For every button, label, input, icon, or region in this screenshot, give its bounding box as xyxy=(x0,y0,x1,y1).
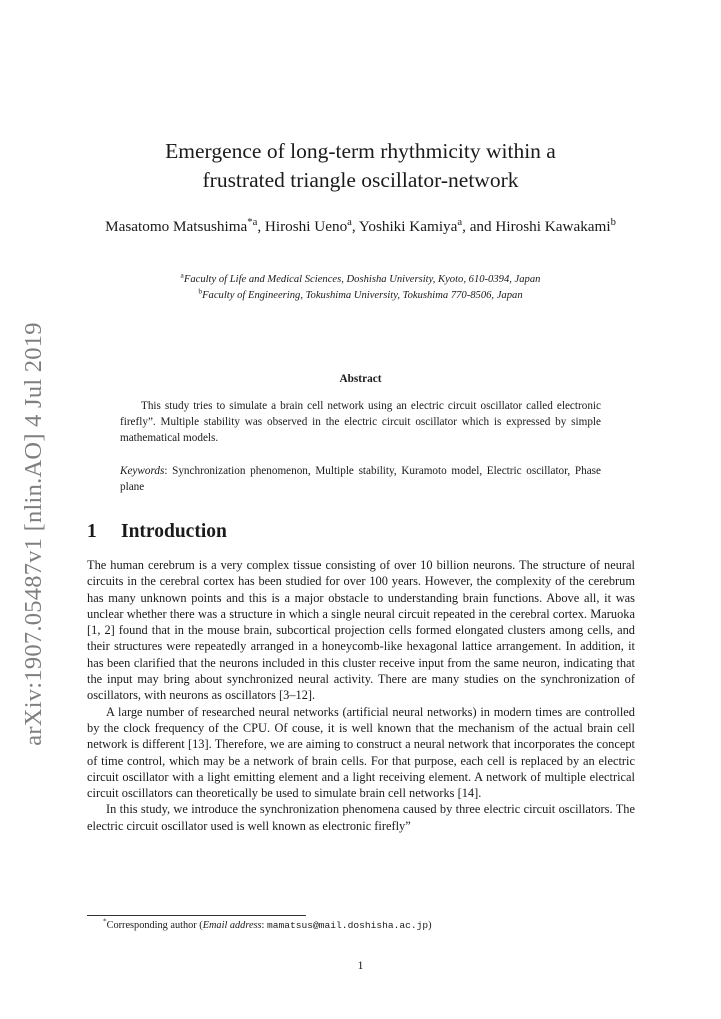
footnote-rule xyxy=(87,915,306,916)
affiliation-mark: b xyxy=(198,286,203,296)
body-text xyxy=(87,557,635,834)
author-separator: , xyxy=(257,218,265,235)
keywords-label: Keywords xyxy=(120,465,165,477)
affiliations xyxy=(88,272,633,304)
author-list xyxy=(88,216,633,237)
paragraph-3: In this study, we introduce the synchronization phenomena caused by three electric circuit oscillators. The electric circuit oscillator used is well known as electronic firefly” xyxy=(87,802,635,833)
author-affil-mark: *a xyxy=(247,216,258,228)
affiliation-text: Faculty of Life and Medical Sciences, Doshisha University, Kyoto, 610-0394, Japan xyxy=(183,274,541,285)
author-affil-mark: a xyxy=(457,216,463,228)
footnote-mark: * xyxy=(103,917,107,926)
affiliation-a xyxy=(88,272,633,288)
abstract-text: This study tries to simulate a brain cell network using an electric circuit oscillator called electronic firefly”. Multiple stability was observed in the electric circuit oscillator which is expressed by simple mathematical models. xyxy=(120,400,601,445)
author-name: Yoshiki Kamiya xyxy=(358,218,458,235)
footnote-close: ) xyxy=(428,920,432,931)
title-line-1: Emergence of long-term rhythmicity within a xyxy=(165,139,556,163)
paragraph-2: A large number of researched neural networks (artificial neural networks) in modern times are controlled by the clock frequency of the CPU. Of couse, it is well known that the mechanism of the actual brain cell network is different [13]. Therefore, we are aiming to construct a neural network that incorporates the concept of time control, which may be a network of brain cells. For that purpose, each cell is replaced by an electric circuit oscillator with a light emitting element and a light receiving element. A network of multiple electrical circuit oscillators can theoretically be used to simulate brain cell networks [14]. xyxy=(87,704,635,801)
keywords xyxy=(120,463,601,495)
author-affil-mark: b xyxy=(610,216,616,228)
arxiv-stamp xyxy=(12,322,56,746)
affiliation-b xyxy=(88,288,633,304)
email-address: mamatsus@mail.doshisha.ac.jp xyxy=(266,920,429,931)
email-label: Email address xyxy=(202,920,262,931)
footnote xyxy=(87,919,635,933)
author-name: Hiroshi Kawakami xyxy=(495,218,611,235)
author-separator: , and xyxy=(462,218,496,235)
section-title: Introduction xyxy=(121,521,227,542)
page-number: 1 xyxy=(357,958,364,972)
affiliation-mark: a xyxy=(180,270,184,280)
paragraph-1: The human cerebrum is a very complex tissue consisting of over 10 billion neurons. The structure of neural circuits in the cerebral cortex has been studied for over 100 years. However, the complexity of the cerebrum has many unknown points and this is a major obstacle to understanding brain functions. Above all, it was unclear whether there was a structure in which a single neural circuit repeated in the cerebral cortex. Maruoka [1, 2] found that in the mouse brain, subcortical projection cells formed elongated clusters among cells, and their structures were repeatedly arranged in a honeycomb-like hexagonal lattice arrangement. In addition, it has been clarified that the neurons included in this cluster receive input from the same neuron, indicating that the input may bring about synchronized neural activity. There are many studies on the synchronization of oscillators, with neurons as oscillators [3–12]. xyxy=(87,558,635,703)
author-name: Hiroshi Ueno xyxy=(264,218,348,235)
section-heading xyxy=(87,520,227,544)
keywords-text: : Synchronization phenomenon, Multiple stability, Kuramoto model, Electric oscillator, Phase plane xyxy=(120,465,601,494)
author-separator: , xyxy=(351,218,359,235)
arxiv-stamp-text: arXiv:1907.05487v1 [nlin.AO] 4 Jul 2019 xyxy=(20,322,47,746)
abstract-heading: Abstract xyxy=(339,373,382,385)
affiliation-text: Faculty of Engineering, Tokushima University, Tokushima 770-8506, Japan xyxy=(202,290,523,301)
footnote-colon: : xyxy=(261,920,267,931)
paper-title xyxy=(100,137,621,195)
author-name: Masatomo Matsushima xyxy=(105,218,248,235)
title-line-2: frustrated triangle oscillator-network xyxy=(202,168,519,192)
section-number: 1 xyxy=(87,521,97,542)
footnote-text: Corresponding author ( xyxy=(106,920,203,931)
author-affil-mark: a xyxy=(347,216,352,228)
